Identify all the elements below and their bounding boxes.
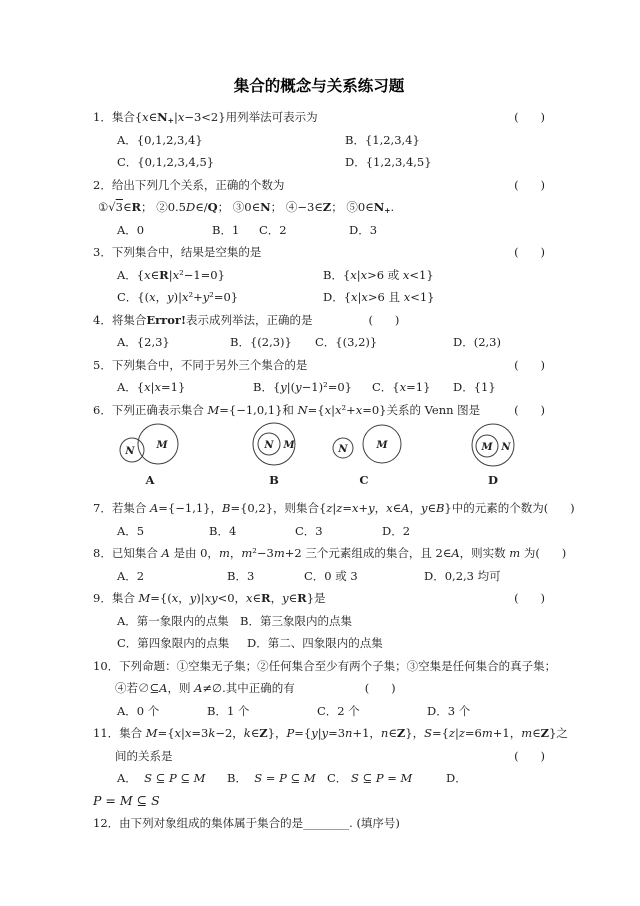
q11-line1: 11．集合 M={x|x=3k−2，k∈Z}，P={y|y=3n+1，n∈Z}，S={z|z=6m+1，m∈Z}之 <box>93 726 568 741</box>
q9-option-d: D．第二、四象限内的点集 <box>247 636 383 651</box>
venn-b-label-n: N <box>264 440 274 451</box>
q8-answer-parens: ( ) <box>535 546 567 561</box>
q10-line2: ④若∅⊆A，则 A≠∅.其中正确的有 <box>115 681 295 696</box>
question-11 <box>93 722 568 812</box>
q4-text: 4．将集合Error!表示成列举法，正确的是 <box>93 312 313 327</box>
question-6 <box>93 399 545 498</box>
venn-a-figure <box>105 421 195 473</box>
venn-b-label-m: M <box>283 440 295 451</box>
q2-relations: ①√3∈R； ②0.5D∈/Q； ③0∈N； ④−3∈Z； ⑤0∈N+. <box>98 200 395 216</box>
q3-option-a: A．{x∈R|x²−1=0} <box>117 267 225 282</box>
question-12 <box>93 812 545 835</box>
q7-option-a: A．5 <box>117 523 145 538</box>
q7-answer-parens: ( ) <box>543 501 575 516</box>
q2-option-c: C．2 <box>259 222 287 237</box>
q2-text: 2．给出下列几个关系，正确的个数为 <box>93 177 285 192</box>
q1-option-a: A．{0,1,2,3,4} <box>117 132 203 147</box>
question-8 <box>93 542 567 587</box>
q4-option-b: B．{(2,3)} <box>230 335 292 350</box>
venn-c-caption: C <box>359 473 369 487</box>
venn-d-label-n: N <box>501 442 511 453</box>
q11-option-d: D． <box>446 771 467 786</box>
venn-d-figure <box>448 421 538 473</box>
q6-text: 6．下列正确表示集合 M={−1,0,1}和 N={x|x²+x=0}关系的 Venn 图是 <box>93 402 481 417</box>
question-9 <box>93 587 545 655</box>
q1-text: 1．集合{x∈N+|x−3<2}用列举法可表示为 <box>93 110 318 126</box>
page-title: 集合的概念与关系练习题 <box>233 76 405 95</box>
venn-c-label-n: N <box>338 444 348 455</box>
q2-answer-parens: ( ) <box>514 177 545 192</box>
venn-a-caption: A <box>145 473 155 487</box>
q8-option-d: D．0,2,3 均可 <box>424 568 501 583</box>
q8-option-a: A．2 <box>117 568 145 583</box>
q9-option-a: A．第一象限内的点集 <box>117 613 229 628</box>
venn-diagrams <box>93 421 545 497</box>
q10-option-a: A．0 个 <box>117 703 160 718</box>
question-2 <box>93 174 545 242</box>
question-4 <box>93 309 545 354</box>
question-7 <box>93 497 575 542</box>
q12-text: 12．由下列对象组成的集体属于集合的是________. (填序号) <box>93 816 400 831</box>
q2-option-d: D．3 <box>349 222 378 237</box>
q10-option-b: B．1 个 <box>207 703 250 718</box>
venn-d-label-m: M <box>481 442 493 453</box>
question-5 <box>93 354 545 399</box>
q1-option-c: C．{0,1,2,3,4,5} <box>117 155 215 170</box>
q1-option-d: D．{1,2,3,4,5} <box>345 155 432 170</box>
venn-a-label-m: M <box>156 440 168 451</box>
q11-option-a: A． S ⊆ P ⊆ M <box>117 771 206 786</box>
q10-answer-parens: ( ) <box>364 681 396 696</box>
q11-line2: 间的关系是 <box>115 748 173 763</box>
q11-option-d-continuation: P = M ⊆ S <box>93 793 160 809</box>
q3-text: 3．下列集合中，结果是空集的是 <box>93 245 262 260</box>
question-10 <box>93 655 557 723</box>
q6-answer-parens: ( ) <box>514 402 545 417</box>
q9-answer-parens: ( ) <box>514 591 545 606</box>
q2-option-b: B．1 <box>212 222 240 237</box>
venn-diagram-d <box>448 421 538 487</box>
q3-option-d: D．{x|x>6 且 x<1} <box>323 290 435 305</box>
q7-option-d: D．2 <box>382 523 411 538</box>
venn-b-caption: B <box>269 473 279 487</box>
venn-c-label-m: M <box>376 440 388 451</box>
q3-answer-parens: ( ) <box>514 245 545 260</box>
question-3 <box>93 241 545 309</box>
q11-option-c: C． S ⊆ P = M <box>327 771 413 786</box>
q8-option-b: B．3 <box>227 568 255 583</box>
venn-diagram-c <box>319 421 409 487</box>
q5-option-b: B．{y|(y−1)²=0} <box>253 380 352 395</box>
venn-c-figure <box>319 421 409 473</box>
q4-option-c: C．{(3,2)} <box>315 335 378 350</box>
q2-option-a: A．0 <box>117 222 145 237</box>
q7-text: 7．若集合 A={−1,1}，B={0,2}，则集合{z|z=x+y，x∈A，y∈B}中的元素的个数为 <box>93 501 544 516</box>
q5-option-a: A．{x|x=1} <box>117 380 186 395</box>
venn-a-label-n: N <box>125 446 135 457</box>
q5-option-c: C．{x=1} <box>372 380 431 395</box>
q10-line1: 10．下列命题：①空集无子集；②任何集合至少有两个子集；③空集是任何集合的真子集； <box>93 658 557 673</box>
q1-answer-parens: ( ) <box>514 110 545 125</box>
q7-option-c: C．3 <box>295 523 323 538</box>
venn-diagram-b <box>229 421 319 487</box>
venn-b-figure <box>229 421 319 473</box>
q5-text: 5．下列集合中，不同于另外三个集合的是 <box>93 357 308 372</box>
q5-option-d: D．{1} <box>453 380 496 395</box>
q11-option-b: B． S = P ⊆ M <box>227 771 316 786</box>
q10-option-d: D．3 个 <box>427 703 471 718</box>
q3-option-b: B．{x|x>6 或 x<1} <box>323 267 434 282</box>
q5-answer-parens: ( ) <box>514 357 545 372</box>
q4-answer-parens: ( ) <box>368 312 400 327</box>
q8-text: 8．已知集合 A 是由 0，m，m²−3m+2 三个元素组成的集合，且 2∈A，则实数 m 为 <box>93 546 536 561</box>
venn-d-caption: D <box>488 473 498 487</box>
q11-answer-parens: ( ) <box>514 748 545 763</box>
q9-option-b: B．第三象限内的点集 <box>240 613 352 628</box>
q3-option-c: C．{(x，y)|x²+y²=0} <box>117 290 239 305</box>
q8-option-c: C．0 或 3 <box>304 568 358 583</box>
q9-option-c: C．第四象限内的点集 <box>117 636 230 651</box>
q1-option-b: B．{1,2,3,4} <box>345 132 420 147</box>
q10-option-c: C．2 个 <box>317 703 360 718</box>
question-1 <box>93 106 545 174</box>
q9-text: 9．集合 M={(x，y)|xy<0，x∈R，y∈R}是 <box>93 591 326 606</box>
q7-option-b: B．4 <box>209 523 237 538</box>
q4-option-a: A．{2,3} <box>117 335 170 350</box>
venn-diagram-a <box>105 421 195 487</box>
q4-option-d: D．(2,3) <box>453 335 501 350</box>
